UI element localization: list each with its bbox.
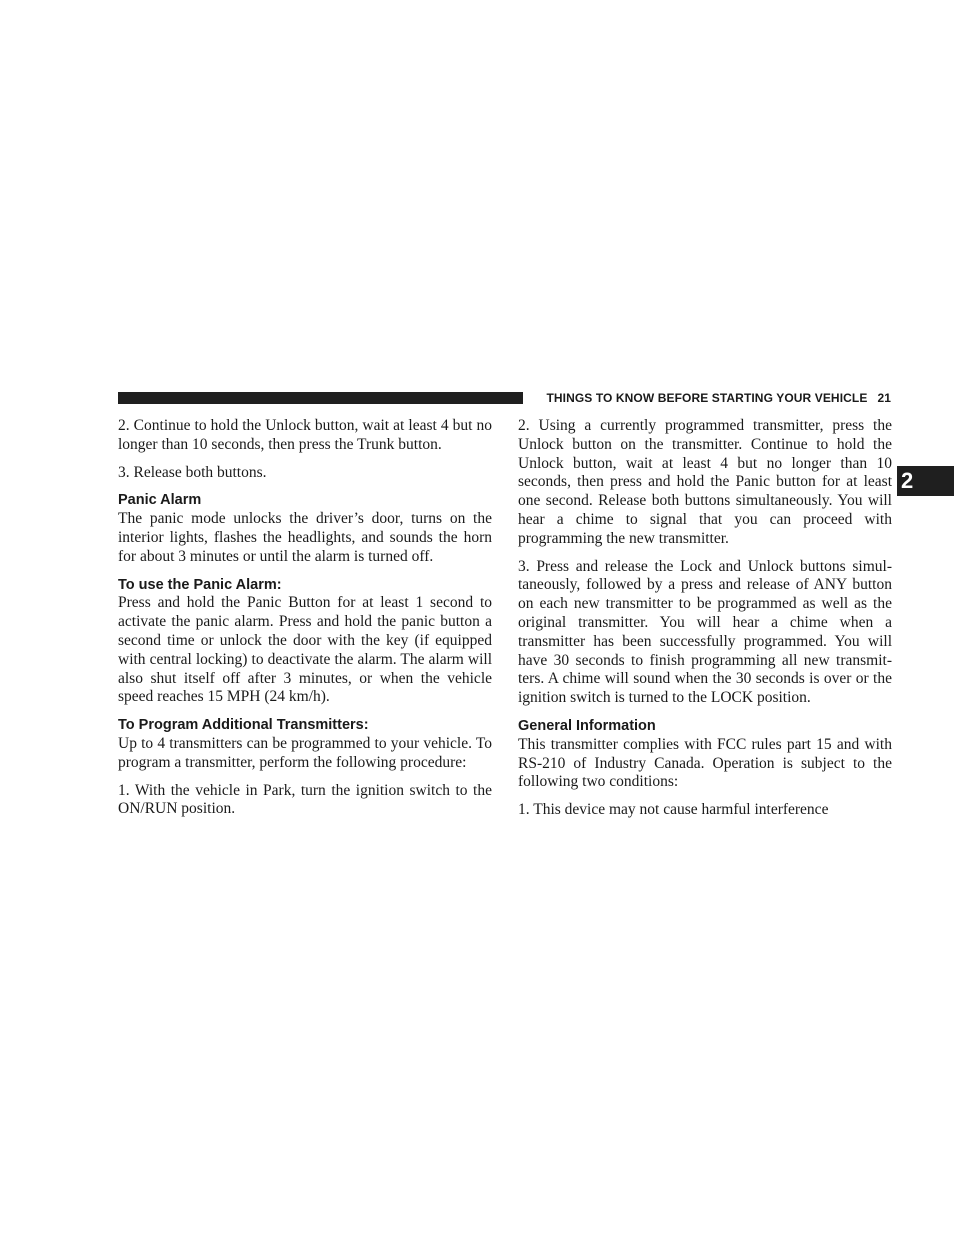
paragraph-condition-1: 1. This device may not cause harmful interference [518, 801, 829, 819]
paragraph-panic-alarm: The panic mode unlocks the driver’s door, turns on the interior lights, flashes the headlights, and sounds the horn for about 3 minutes or until the alarm is turned off. [118, 510, 492, 565]
left-column [118, 417, 492, 828]
section-title: THINGS TO KNOW BEFORE STARTING YOUR VEHICLE [546, 391, 868, 405]
paragraph-program-step-2: 2. Using a currently programmed transmitter, press the Unlock button on the transmitter. Continue to hold the Unlock button, wait at least 4 but no longer than 10 seconds, then press and hold the Panic button for at least one second. Release both buttons simultaneously. You will hear a chime to signal that you can proceed with programming the new transmitter. [518, 417, 892, 547]
heading-panic-alarm: Panic Alarm [118, 492, 202, 509]
heading-program-transmitters: To Program Additional Transmitters: [118, 717, 369, 734]
paragraph-step-3-release: 3. Release both buttons. [118, 463, 267, 481]
paragraph-program-transmitters: Up to 4 transmitters can be programmed to your vehicle. To program a transmitter, perform the following procedure: [118, 734, 492, 771]
paragraph-general-information: This transmitter complies with FCC rules part 15 and with RS-210 of Industry Canada. Operation is subject to the following two conditions: [518, 735, 892, 791]
page-number: 21 [877, 391, 891, 405]
paragraph-program-step-1: 1. With the vehicle in Park, turn the ignition switch to the ON/RUN position. [118, 781, 492, 818]
heading-use-panic-alarm: To use the Panic Alarm: [118, 576, 282, 593]
right-column [518, 417, 892, 829]
chapter-tab: 2 [897, 466, 954, 496]
paragraph-step-2-unlock: 2. Continue to hold the Unlock button, wait at least 4 but no longer than 10 seconds, then press the Trunk button. [118, 417, 492, 453]
header-rule-bar [118, 392, 523, 404]
heading-general-information: General Information [518, 717, 656, 734]
paragraph-use-panic-alarm: Press and hold the Panic Button for at least 1 second to activate the panic alarm. Press and hold the panic button a second time or unlock the door with the key (if equipped with central locking) to deactivate the alarm. The alarm will also shut itself off after 3 minutes, or when the vehicle speed reaches 15 MPH (24 km/h). [118, 594, 492, 706]
paragraph-program-step-3: 3. Press and release the Lock and Unlock buttons simultaneously, followed by a press and release of ANY button on each new transmitter to be programmed as well as the original transmitter. You will hear a chime when a transmitter has been successfully programmed. You will have 30 seconds to finish programming all new transmitters. A chime will sound when the 30 seconds is over or the ignition switch is turned to the LOCK position. [518, 557, 892, 707]
running-header [533, 390, 891, 406]
